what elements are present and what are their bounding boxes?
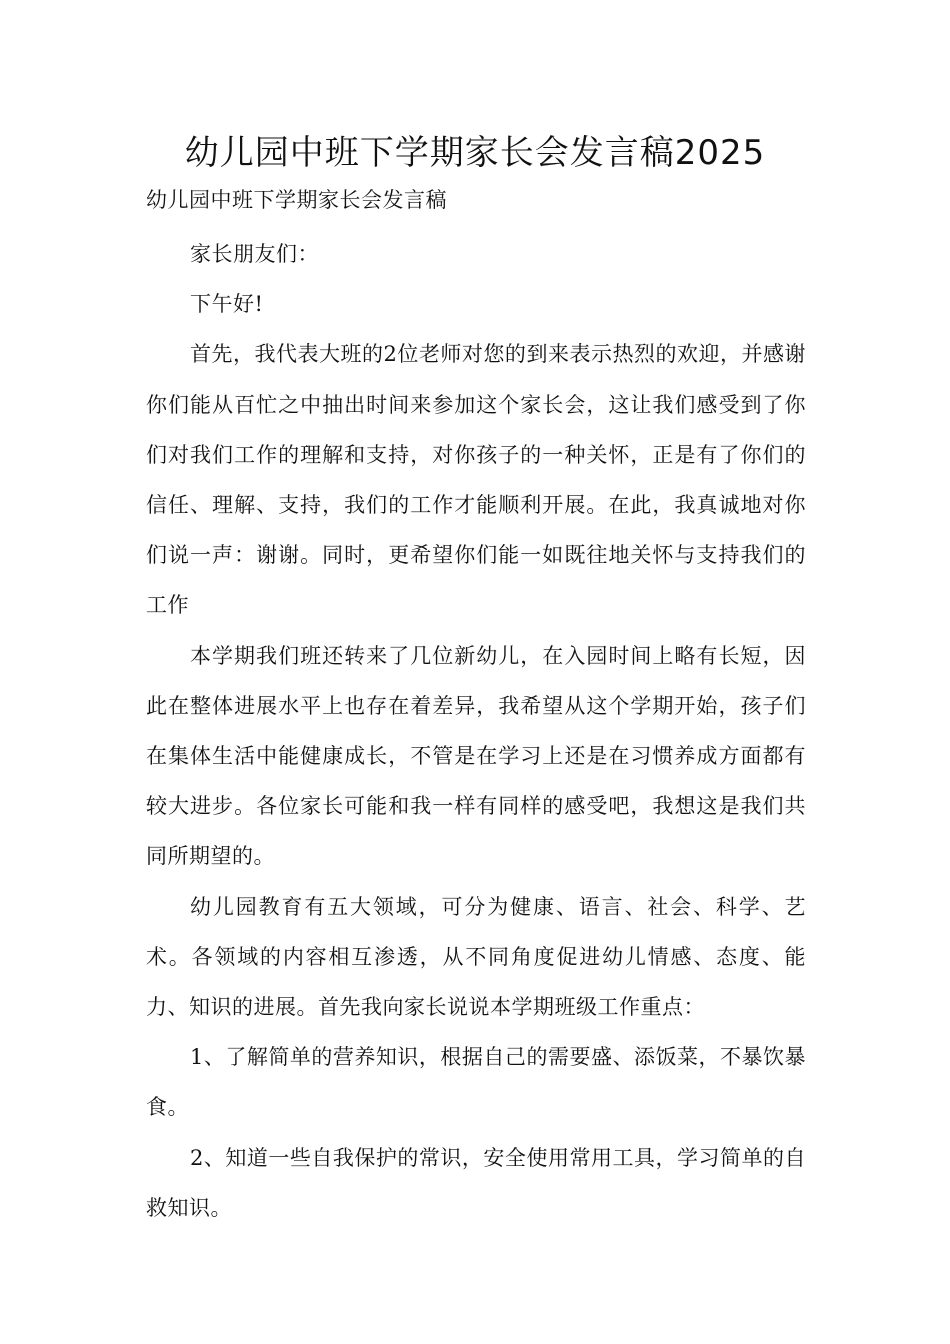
paragraph-salutation: 下午好! bbox=[190, 292, 264, 317]
paragraph-welcome: 首先，我代表大班的2位老师对您的到来表示热烈的欢迎，并感谢你们能从百忙之中抽出时间来参加这个家长会，这让我们感受到了你们对我们工作的理解和支持，对你孩子的一种关怀，正是有了你们的信任、理解、支持，我们的工作才能顺利开展。在此，我真诚地对你们说一声：谢谢。同时，更希望你们能一如既往地关怀与支持我们的工作 bbox=[146, 342, 806, 618]
document-body bbox=[146, 229, 806, 1233]
document-title: 幼儿园中班下学期家长会发言稿2025 bbox=[184, 133, 766, 173]
paragraph-item-1: 1、了解简单的营养知识，根据自己的需要盛、添饭菜，不暴饮暴食。 bbox=[146, 1045, 806, 1120]
paragraph-item-2: 2、知道一些自我保护的常识，安全使用常用工具，学习简单的自救知识。 bbox=[146, 1145, 806, 1220]
paragraph-greeting: 家长朋友们： bbox=[190, 242, 319, 266]
document-subtitle: 幼儿园中班下学期家长会发言稿 bbox=[146, 188, 447, 212]
paragraph-new-children: 本学期我们班还转来了几位新幼儿，在入园时间上略有长短，因此在整体进展水平上也存在着差异，我希望从这个学期开始，孩子们在集体生活中能健康成长，不管是在学习上还是在习惯养成方面都有较大进步。各位家长可能和我一样有同样的感受吧，我想这是我们共同所期望的。 bbox=[146, 643, 806, 869]
paragraph-education-areas: 幼儿园教育有五大领域，可分为健康、语言、社会、科学、艺术。各领域的内容相互渗透，从不同角度促进幼儿情感、态度、能力、知识的进展。首先我向家长说说本学期班级工作重点： bbox=[146, 894, 806, 1020]
